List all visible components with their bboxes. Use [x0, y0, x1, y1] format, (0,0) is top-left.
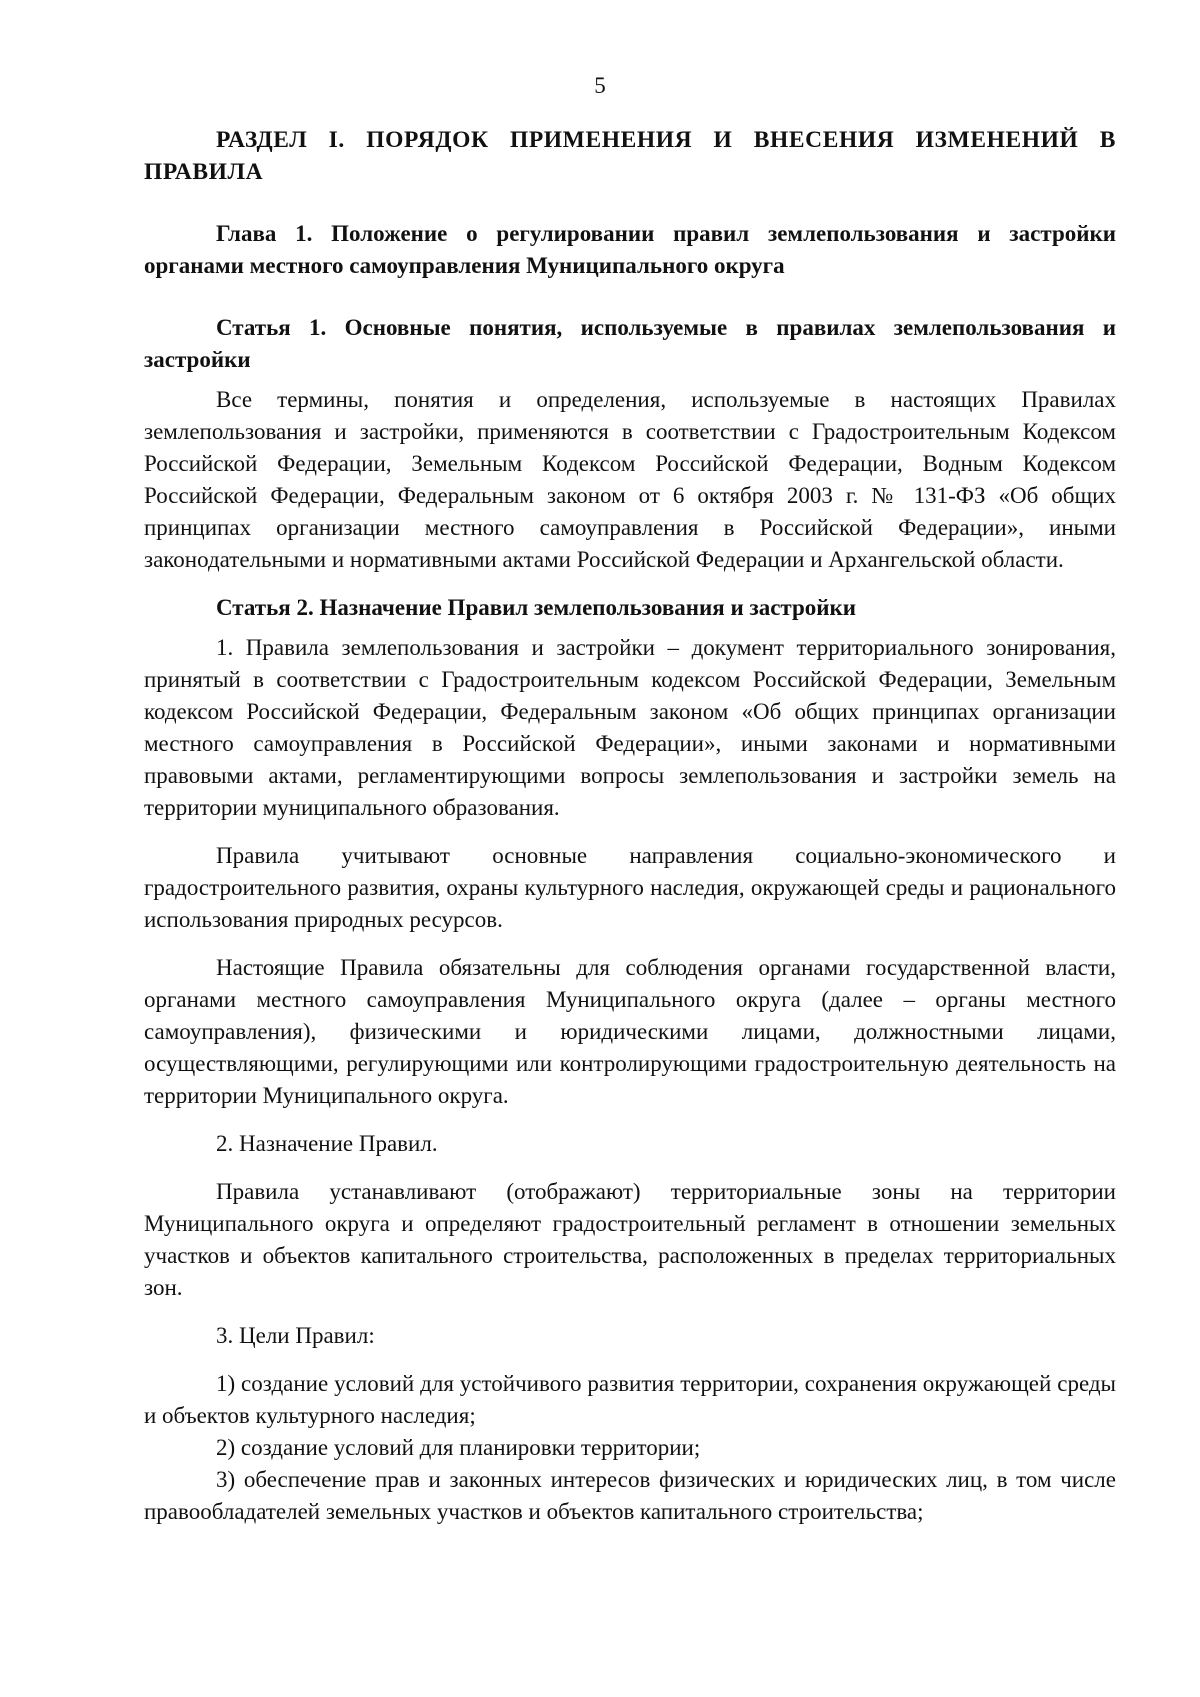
article-1-paragraph: Все термины, понятия и определения, используемые в настоящих Правилах землепользования и застройки, применяются в соответствии с Градостроительным Кодексом Российской Федерации, Земельным Кодексом Российской Федерации, Водным Кодексом Российской Федерации, Федеральным законом от 6 октября 2003 г. № 131-ФЗ «Об общих принципах организации местного самоуправления в Российской Федерации», иными законодательными и нормативными актами Российской Федерации и Архангельской области.: [144, 387, 1116, 572]
chapter-title: Глава 1. Положение о регулировании правил землепользования и застройки органами местного самоуправления Муниципального округа: [144, 221, 1116, 278]
article-2-paragraph-5: Правила устанавливают (отображают) территориальные зоны на территории Муниципального округа и определяют градостроительный регламент в отношении земельных участков и объектов капитального строительства, расположенных в пределах территориальных зон.: [144, 1179, 1116, 1300]
article-2-title: Статья 2. Назначение Правил землепользования и застройки: [216, 595, 857, 620]
article-2-paragraph-1: 1. Правила землепользования и застройки – документ территориального зонирования, принятый в соответствии с Градостроительным кодексом Российской Федерации, Земельным кодексом Российской Федерации, Федеральным законом «Об общих принципах организации местного самоуправления в Российской Федерации», иными законами и нормативными правовыми актами, регламентирующими вопросы землепользования и застройки земель на территории муниципального образования.: [144, 635, 1116, 820]
goal-item-1: 1) создание условий для устойчивого развития территории, сохранения окружающей среды и объектов культурного наследия;: [144, 1371, 1116, 1428]
page-number: 5: [594, 73, 606, 98]
article-1-title: Статья 1. Основные понятия, используемые в правилах землепользования и застройки: [144, 315, 1116, 372]
article-2-paragraph-3: Настоящие Правила обязательны для соблюдения органами государственной власти, органами местного самоуправления Муниципального округа (далее – органы местного самоуправления), физическими и юридическими лицами, должностными лицами, осуществляющими, регулирующими или контролирующими градостроительную деятельность на территории Муниципального округа.: [144, 955, 1116, 1108]
article-2-paragraph-4: 2. Назначение Правил.: [216, 1131, 438, 1156]
article-2-paragraph-2: Правила учитывают основные направления социально-экономического и градостроительного развития, охраны культурного наследия, окружающей среды и рационального использования природных ресурсов.: [144, 843, 1116, 932]
goal-item-3: 3) обеспечение прав и законных интересов физических и юридических лиц, в том числе правообладателей земельных участков и объектов капитального строительства;: [144, 1467, 1116, 1524]
document-body: [144, 124, 1116, 1528]
article-2-paragraph-6: 3. Цели Правил:: [216, 1323, 375, 1348]
section-title: РАЗДЕЛ I. ПОРЯДОК ПРИМЕНЕНИЯ И ВНЕСЕНИЯ ИЗМЕНЕНИЙ В ПРАВИЛА: [144, 127, 1116, 185]
goal-item-2: 2) создание условий для планировки территории;: [216, 1435, 701, 1460]
